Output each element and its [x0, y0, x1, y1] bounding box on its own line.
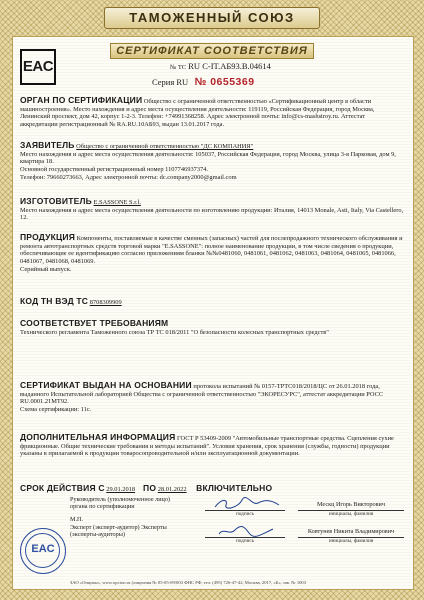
- product-series: Серийный выпуск.: [20, 265, 72, 273]
- applicant-heading: ЗАЯВИТЕЛЬ: [20, 140, 75, 150]
- additional-info-section: [20, 432, 404, 458]
- applicant-name: Общество с ограниченной ответственностью "ДС КОМПАНИЯ": [76, 143, 254, 150]
- basis-text: протокола испытаний № 0157-ТРТС018/2018/ЦС от 26.01.2018 года, выданного Испытательной лабораторией Общества с ограниченной ответственностью "ЭКОРЕСУРС", аттестат аккредитации РОСС RU.0001.21МТ92.: [20, 383, 384, 406]
- stamp-seal: [20, 528, 66, 574]
- expert-name-caption: [298, 537, 404, 544]
- registration-number: [170, 61, 330, 71]
- applicant-section: [20, 140, 404, 182]
- series-value: RU: [176, 77, 189, 87]
- head-name-caption-text: инициалы, фамилия: [328, 511, 374, 517]
- validity-from-label: СРОК ДЕЙСТВИЯ С: [20, 483, 105, 493]
- seal-label: М.П.: [70, 516, 84, 523]
- seal-logo: EAC: [31, 543, 55, 555]
- expert-name-text: Ковтунев Никита Владимирович: [307, 528, 395, 535]
- expert-title: [70, 524, 178, 538]
- customs-union-banner: ТАМОЖЕННЫЙ СОЮЗ: [104, 7, 320, 29]
- tnved-heading: КОД ТН ВЭД ТС: [20, 296, 89, 306]
- head-title: [70, 496, 178, 510]
- validity-from-date: 29.01.2018: [106, 486, 136, 493]
- validity-section: [20, 483, 404, 494]
- validity-inclusive: ВКЛЮЧИТЕЛЬНО: [196, 483, 273, 493]
- manufacturer-heading: ИЗГОТОВИТЕЛЬ: [20, 196, 92, 206]
- basis-heading: СЕРТИФИКАТ ВЫДАН НА ОСНОВАНИИ: [20, 380, 192, 390]
- product-section: [20, 232, 404, 274]
- certificate-title: СЕРТИФИКАТ СООТВЕТСТВИЯ: [110, 43, 314, 59]
- additional-info-text: ГОСТ Р 53409-2009 "Автомобильные транспортные средства. Сцепления сухие фрикционные. Общие технические требования и методы испытаний". Условия хранения, срок хранения (службы, годности) продукции указаны в прилагаемой к продукции товаросопроводительной и/или эксплуатационной документации.: [20, 435, 394, 458]
- applicant-contacts: Телефон: 79660273663, Адрес электронной почты: dc.company2000@gmail.com: [20, 173, 237, 181]
- manufacturer-address: Место нахождения и адрес места осуществления деятельности по изготовлению продукции: Италия, 14013 Monale, Asti, Italy, Via Castellero, 12.: [20, 206, 404, 222]
- additional-info-heading: ДОПОЛНИТЕЛЬНАЯ ИНФОРМАЦИЯ: [20, 432, 176, 442]
- head-signature: [212, 496, 282, 510]
- printer-footer: [70, 580, 404, 585]
- product-heading: ПРОДУКЦИЯ: [20, 232, 76, 242]
- expert-title-text: Эксперт (эксперт-аудитор) Эксперты (эксперты-аудиторы): [70, 524, 167, 538]
- requirements-section: [20, 318, 404, 336]
- registration-value: RU C-IT.АБ93.В.04614: [188, 61, 271, 71]
- tnved-section: [20, 296, 404, 307]
- validity-to-label: ПО: [143, 483, 157, 493]
- basis-section: [20, 380, 404, 414]
- series-label: Серия: [152, 77, 175, 87]
- applicant-ogrn: Основной государственный регистрационный номер 1107746937374.: [20, 166, 209, 174]
- head-name-text: Мескц Игорь Викторович: [317, 501, 385, 508]
- blank-number: № 0655369: [194, 76, 255, 88]
- eac-logo: EAC: [20, 49, 56, 85]
- tnved-code: 8708309909: [89, 299, 122, 306]
- printer-footer-text: ЗАО «Опцион», www.opcion.ru (лицензия № 05-05-09/003 ФНС РФ, тел. (495) 726-47-42, Москва, 2017, «Б», зак. № 1003: [70, 580, 307, 585]
- certification-body-text: Общество с ограниченной ответственностью «Сертификационный центр в области машиностроения». Место нахождения и адрес места осуществления деятельности: 119119, Российская Федерация, город Москва, Ленинский проспект, дом 42, корпус 1-2-3. Телефон: +74991368258. Адрес электронной почты: info@cs-mashstroy.ru. Аттестат аккредитации регистрационный № RA.RU.10АБ93, выдан 13.01.2017 года.: [20, 98, 375, 129]
- head-signature-caption: [205, 510, 285, 517]
- head-title-text: Руководитель (уполномоченное лицо) органа по сертификации: [70, 496, 170, 510]
- manufacturer-section: [20, 196, 404, 222]
- certification-body-section: [20, 95, 404, 129]
- expert-signature-caption-text: подпись: [235, 538, 255, 544]
- expert-signature: [216, 524, 276, 538]
- head-name-caption: [298, 510, 404, 517]
- head-signature-caption-text: подпись: [235, 511, 255, 517]
- requirements-text: Технического регламента Таможенного союза ТР ТС 018/2011 "О безопасности колесных транспортных средств": [20, 328, 329, 336]
- requirements-heading: СООТВЕТСТВУЕТ ТРЕБОВАНИЯМ: [20, 318, 169, 328]
- expert-name: [298, 528, 404, 535]
- head-name: [298, 501, 404, 508]
- blank-series: [152, 76, 312, 88]
- applicant-address: Место нахождения и адрес места осуществления деятельности: 105037, Российская Федерация, город Москва, улица 3-я Парковая, дом 9, квартира 18.: [20, 150, 396, 166]
- registration-prefix: № ТС: [170, 64, 187, 71]
- basis-scheme: Схема сертификации: 11с.: [20, 406, 92, 414]
- expert-signature-caption: [205, 537, 285, 544]
- manufacturer-name: E.SASSONE S.r.l.: [93, 199, 141, 206]
- expert-name-caption-text: инициалы, фамилия: [328, 538, 374, 544]
- product-text: Компоненты, поставляемые в качестве сменных (запасных) частей для послепродажного технического обслуживания и ремонта автотранспортных средств торговой марки "E.SASSONE": полное наименование продукции, в том числе сведения о продукции, обеспечивающие ее идентификацию согласно приложениям бланки №№0481060, 0481061, 0481062, 0481063, 0481064, 0481065, 0481066, 0481067, 0481068, 0481069.: [20, 235, 403, 266]
- certification-body-heading: ОРГАН ПО СЕРТИФИКАЦИИ: [20, 95, 143, 105]
- validity-to-date: 28.01.2022: [157, 486, 187, 493]
